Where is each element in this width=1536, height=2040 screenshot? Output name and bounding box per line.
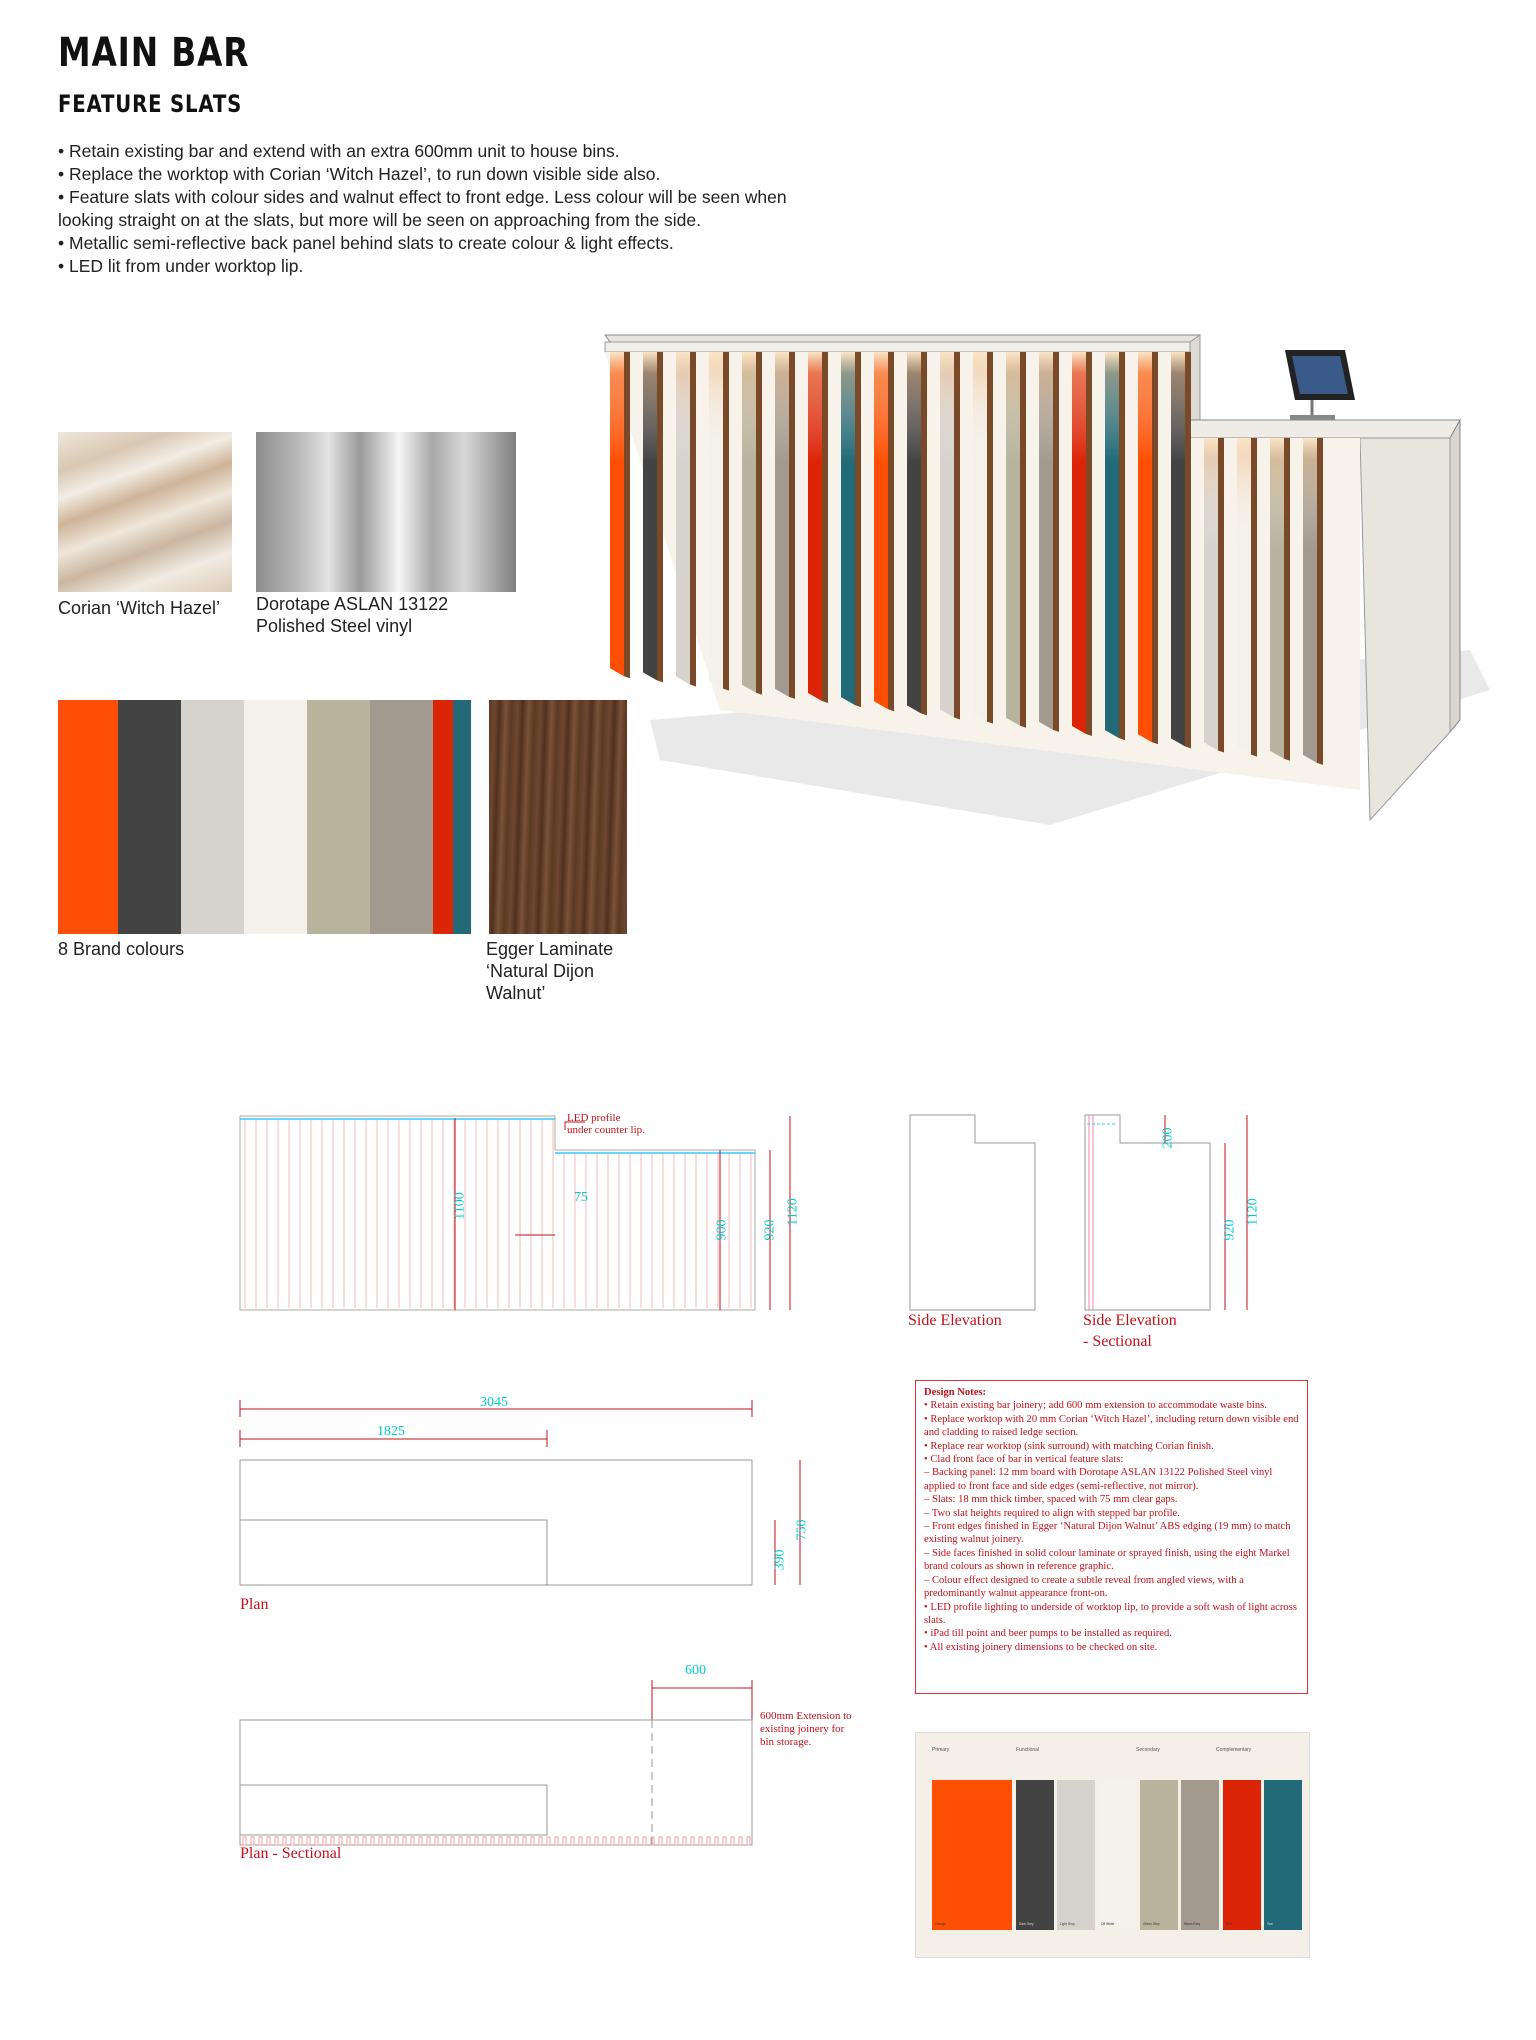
plan-slat-tick [555,1837,558,1845]
plan-slat-tick [723,1837,726,1845]
slat-glow [1171,352,1185,462]
bullet-item: • Metallic semi-reflective back panel behind slats to create colour & light effects. [58,232,838,255]
brand-colours-label: 8 Brand colours [58,939,185,959]
slat-glow [742,352,756,462]
page-title: MAIN BAR [58,30,250,76]
slat-edge [987,352,993,724]
slat-edge [888,352,894,711]
plan-slat-tick [739,1837,742,1845]
slat-glow [1204,438,1218,548]
brand-group-primary: Primary [932,1747,950,1753]
plan-slat-tick [459,1837,462,1845]
walnut-label-2: ‘Natural Dijon [486,961,595,981]
plan-slat-tick [363,1837,366,1845]
slat-edge [1152,352,1158,744]
slat-glow [775,352,789,462]
brand-reference-card [915,1732,1310,1958]
plan-slat-tick [323,1837,326,1845]
slat-edge [954,352,960,720]
walnut-label-1: Egger Laminate [486,939,614,959]
slat-edge [921,352,927,715]
brand-colour-off-white [244,700,307,934]
plan-slat-tick [467,1837,470,1845]
plan-sectional-label: Plan - Sectional [240,1845,342,1862]
plan-slat-tick [307,1837,310,1845]
slat-glow [1006,352,1020,462]
brand-card-swatch: Teal [1264,1780,1302,1930]
plan-slat-tick [683,1837,686,1845]
slat-glow [1039,352,1053,462]
ledge-side [1190,335,1200,428]
plan-slat-tick [611,1837,614,1845]
plan-slat-tick [435,1837,438,1845]
slat-edge [624,352,630,678]
slat-edge [822,352,828,703]
plan-drawing [235,1395,815,1605]
slat-glow [643,352,657,462]
plan-slat-tick [387,1837,390,1845]
brand-card-swatch: Dark Grey [1016,1780,1054,1930]
design-note-line: – Side faces finished in solid colour laminate or sprayed finish, using the eight Markel brand colours as shown in reference graphic. [924,1547,1290,1573]
worktop-left-face [605,342,1200,352]
steel-swatch [256,432,516,592]
plan-slat-tick [331,1837,334,1845]
brand-colour-orange [58,700,118,934]
dim-75: 75 [574,1190,588,1205]
dim-920-side: 920 [1222,1219,1238,1241]
plan-slat-tick [315,1837,318,1845]
brand-card-swatch: Green Grey [1140,1780,1178,1930]
design-note-line: – Backing panel: 12 mm board with Dorotape ASLAN 13122 Polished Steel vinyl applied to front face and side edges (semi-reflective, not mirror). [924,1467,1273,1492]
steel-label-2: Polished Steel vinyl [256,616,413,636]
slat-edge [1218,438,1224,753]
plan-slat-tick [667,1837,670,1845]
plan-slat-tick [603,1837,606,1845]
plan-slat-tick [507,1837,510,1845]
plan-slat-tick [747,1837,750,1845]
slat-glow [1072,352,1086,462]
plan-slat-tick [643,1837,646,1845]
design-note-line: • Retain existing bar joinery; add 600 mm extension to accommodate waste bins. [924,1400,1267,1412]
slat-glow [1270,438,1284,548]
dim-750: 750 [794,1519,810,1541]
brand-colour-red [433,700,453,934]
bullet-item: • Feature slats with colour sides and walnut effect to front edge. Less colour will be seen when looking straight on at the slats, but more will be seen on approaching from the side. [58,186,838,232]
plan-slat-tick [515,1837,518,1845]
plan-slat-tick [291,1837,294,1845]
plan-slat-tick [627,1837,630,1845]
slat-edge [1020,352,1026,728]
plan-slat-tick [635,1837,638,1845]
slat-edge [1185,352,1191,748]
bullet-item: • LED lit from under worktop lip. [58,255,838,278]
dim-600: 600 [685,1663,706,1678]
slat-edge [1086,352,1092,736]
slat-edge [723,352,729,691]
dim-1120-side: 1120 [1245,1198,1261,1226]
plan-slat-tick [483,1837,486,1845]
extension-note-3: bin storage. [760,1736,812,1748]
plan-slat-tick [475,1837,478,1845]
design-note-line: • LED profile lighting to underside of worktop lip, to provide a soft wash of light across slats. [924,1601,1297,1626]
plan-slat-tick [595,1837,598,1845]
side-elevation-label: Side Elevation [908,1312,1002,1329]
dim-1120: 1120 [785,1198,801,1226]
design-note-line: – Slats: 18 mm thick timber, spaced with 75 mm clear gaps. [924,1494,1178,1506]
slat-edge [1053,352,1059,732]
plan-slat-tick [419,1837,422,1845]
worktop-high [605,335,1200,342]
plan-slat-tick [403,1837,406,1845]
slat-glow [874,352,888,462]
plan-slat-tick [299,1837,302,1845]
brand-colour-teal [453,700,471,934]
brand-colour-light-grey [181,700,244,934]
plan-slat-tick [355,1837,358,1845]
plan-slat-tick [731,1837,734,1845]
plan-slat-tick [251,1837,254,1845]
side-elevation-sectional-label-2: - Sectional [1083,1333,1152,1350]
plan-label: Plan [240,1596,269,1613]
description-list [58,140,838,278]
plan-slat-tick [531,1837,534,1845]
slat-glow [1303,438,1317,548]
end-panel-face [1360,438,1450,820]
plan-slat-tick [619,1837,622,1845]
slat-glow [1138,352,1152,462]
design-note-line: – Front edges finished in Egger ‘Natural Dijon Walnut’ ABS edging (19 mm) to match existing walnut joinery. [924,1521,1291,1546]
plan-slat-tick [283,1837,286,1845]
plan-slat-tick [707,1837,710,1845]
plan-slat-tick [539,1837,542,1845]
dim-1825: 1825 [377,1424,405,1439]
slat-glow [973,352,987,462]
slat-glow [808,352,822,462]
brand-group-complementary: Complementary [1216,1747,1252,1753]
plan-slat-tick [243,1837,246,1845]
plan-slat-tick [699,1837,702,1845]
brand-card-swatch: Light Grey [1057,1780,1095,1930]
plan-slat-tick [659,1837,662,1845]
plan-slat-tick [691,1837,694,1845]
extension-note-2: existing joinery for [760,1723,845,1735]
steel-label-1: Dorotape ASLAN 13122 [256,594,449,614]
slat-glow [940,352,954,462]
plan-slat-tick [267,1837,270,1845]
plan-slat-tick [523,1837,526,1845]
page-subtitle: FEATURE SLATS [58,90,243,118]
design-note-line: • Replace worktop with 20 mm Corian ‘Witch Hazel’, including return down visible end and cladding to raised ledge section. [924,1413,1299,1439]
dim-200: 200 [1160,1127,1176,1149]
brand-card-swatch: Orange [932,1780,1012,1930]
plan-slat-tick [379,1837,382,1845]
design-note-line: – Colour effect designed to create a subtle reveal from angled views, with a predominantly walnut appearance front-on. [924,1574,1244,1600]
corian-swatch [58,432,232,592]
plan-slat-tick [579,1837,582,1845]
bullet-item: • Replace the worktop with Corian ‘Witch Hazel’, to run down visible side also. [58,163,838,186]
brand-colour-green-grey [307,700,370,934]
design-note-line: • Clad front face of bar in vertical feature slats: [924,1454,1124,1466]
bar-render [590,320,1490,840]
design-note-line: • Replace rear worktop (sink surround) with matching Corian finish. [924,1440,1214,1452]
slat-edge [690,352,696,687]
plan-slat-tick [491,1837,494,1845]
slat-edge [1317,438,1323,765]
dim-1100: 1100 [452,1192,468,1220]
plan-slat-tick [411,1837,414,1845]
plan-slat-tick [443,1837,446,1845]
dim-900: 900 [714,1219,730,1241]
led-note-1: LED profile [567,1112,621,1124]
plan-slat-tick [427,1837,430,1845]
end-panel [1450,420,1460,732]
slat-edge [1284,438,1290,761]
brand-card-swatch: Red [1223,1780,1261,1930]
design-note-line: • iPad till point and beer pumps to be installed as required. [924,1628,1172,1640]
slat-edge [1119,352,1125,740]
plan-slat-tick [275,1837,278,1845]
plan-slat-tick [715,1837,718,1845]
dim-920: 920 [762,1219,778,1241]
brand-colour-warm-grey [370,700,433,934]
plan-sectional-drawing [235,1670,795,1850]
plan-slat-tick [339,1837,342,1845]
slat-glow [841,352,855,462]
dim-390: 390 [772,1549,788,1571]
slat-edge [1251,438,1257,757]
slat-glow [610,352,624,462]
plan-slat-tick [675,1837,678,1845]
design-note-line: • All existing joinery dimensions to be checked on site. [924,1641,1158,1653]
design-notes-heading: Design Notes: [924,1387,987,1398]
plan-slat-tick [587,1837,590,1845]
slat-edge [756,352,762,695]
worktop-low [1180,420,1460,438]
brand-card-swatch: Off White [1098,1780,1136,1930]
slat-glow [676,352,690,462]
slat-edge [657,352,663,682]
plan-slat-tick [571,1837,574,1845]
plan-slat-tick [347,1837,350,1845]
brand-group-secondary: Secondary [1136,1747,1160,1753]
extension-note-1: 600mm Extension to [760,1710,852,1722]
plan-slat-tick [259,1837,262,1845]
dim-3045: 3045 [480,1395,508,1410]
corian-label: Corian ‘Witch Hazel’ [58,598,221,618]
front-elevation-drawing [235,1110,835,1320]
brand-card-swatch: Warm Grey [1181,1780,1219,1930]
plan-slat-tick [395,1837,398,1845]
brand-colour-strip [58,700,471,934]
plan-slat-tick [547,1837,550,1845]
side-elevation-drawing [905,1110,1285,1320]
brand-colour-dark-grey [118,700,181,934]
slat-edge [855,352,861,707]
plan-slat-tick [563,1837,566,1845]
bullet-item: • Retain existing bar and extend with an extra 600mm unit to house bins. [58,140,838,163]
slat-glow [1105,352,1119,462]
plan-slat-tick [371,1837,374,1845]
slat-edge [789,352,795,699]
side-elevation-sectional-label-1: Side Elevation [1083,1312,1177,1329]
plan-slat-tick [499,1837,502,1845]
design-note-line: – Two slat heights required to align with stepped bar profile. [924,1507,1180,1519]
led-note-2: under counter lip. [567,1124,645,1136]
slat-glow [907,352,921,462]
slat-glow [709,352,723,462]
ipad-icon [1285,350,1355,420]
design-notes-box [915,1380,1308,1694]
brand-group-functional: Functional [1016,1747,1040,1753]
plan-slat-tick [451,1837,454,1845]
slat-glow [1237,438,1251,548]
walnut-label-3: Walnut’ [486,983,546,1003]
